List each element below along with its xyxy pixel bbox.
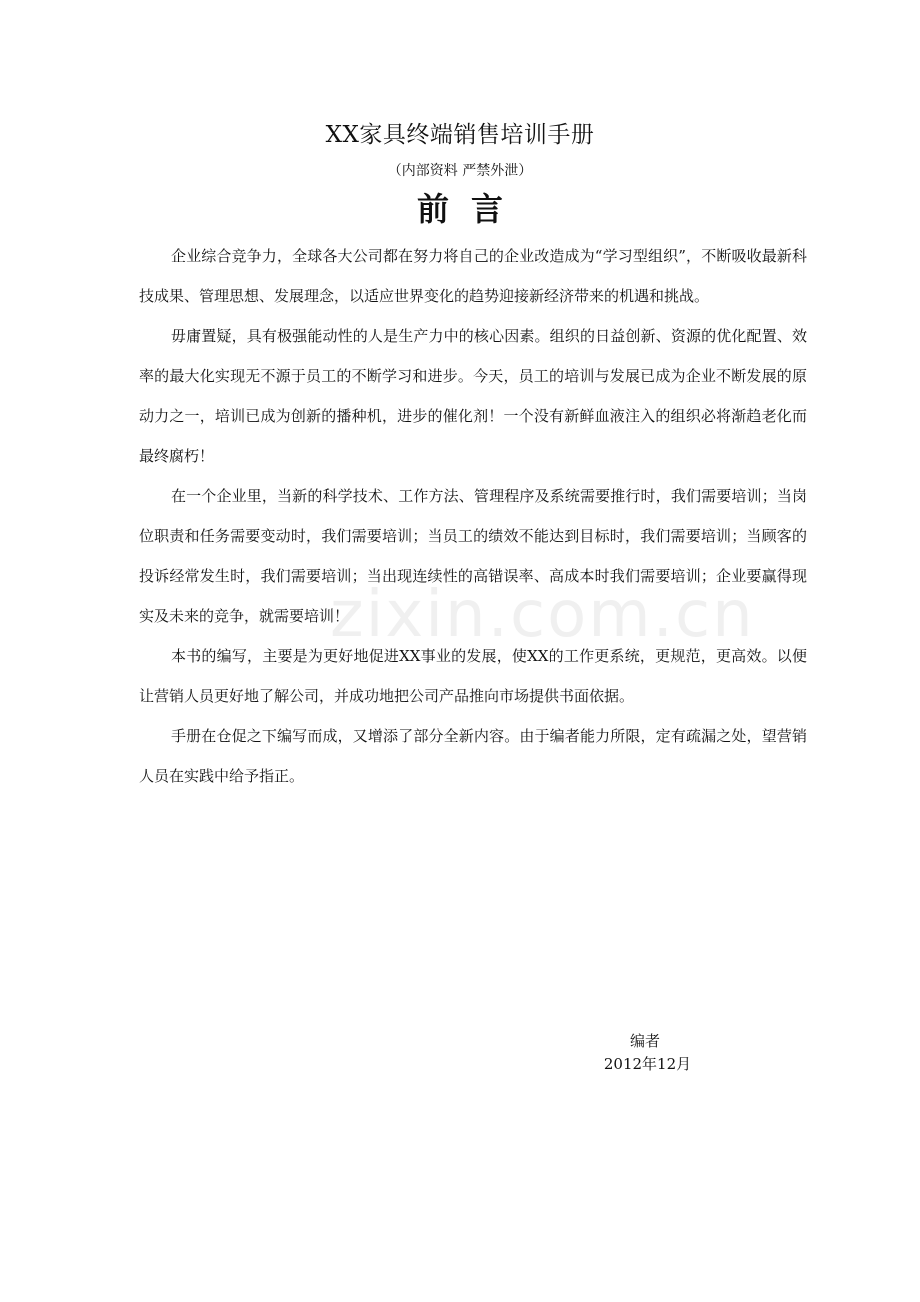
document-subtitle: （内部资料 严禁外泄） xyxy=(387,163,533,179)
preface-heading: 前言 xyxy=(416,190,525,228)
watermark-text: zixin.com.cn xyxy=(330,578,755,652)
paragraph: 本书的编写，主要是为更好地促进XX事业的发展，使XX的工作更系统，更规范，更高效。以便让营销人员更好地了解公司，并成功地把公司产品推向市场提供书面依据。 xyxy=(139,647,807,705)
signature-date: 2012年12月 xyxy=(603,1055,692,1073)
paragraph: 企业综合竞争力，全球各大公司都在努力将自己的企业改造成为“学习型组织”，不断吸收最新科技成果、管理思想、发展理念，以适应世界变化的趋势迎接新经济带来的机遇和挑战。 xyxy=(139,247,807,305)
paragraph: 手册在仓促之下编写而成，又增添了部分全新内容。由于编者能力所限，定有疏漏之处，望营销人员在实践中给予指正。 xyxy=(139,727,807,785)
preface-body xyxy=(139,236,807,796)
document-title: XX家具终端销售培训手册 xyxy=(325,122,595,148)
paragraph: 在一个企业里，当新的科学技术、工作方法、管理程序及系统需要推行时，我们需要培训；当岗位职责和任务需要变动时，我们需要培训；当员工的绩效不能达到目标时，我们需要培训；当顾客的投诉经常发生时，我们需要培训；当出现连续性的高错误率、高成本时我们需要培训；企业要赢得现实及未来的竞争，就需要培训！ xyxy=(139,487,807,625)
signature-author: 编者 xyxy=(629,1032,660,1050)
paragraph: 毋庸置疑，具有极强能动性的人是生产力中的核心因素。组织的日益创新、资源的优化配置、效率的最大化实现无不源于员工的不断学习和进步。今天，员工的培训与发展已成为企业不断发展的原动力之一，培训已成为创新的播种机，进步的催化剂！一个没有新鲜血液注入的组织必将渐趋老化而最终腐朽！ xyxy=(139,327,807,465)
